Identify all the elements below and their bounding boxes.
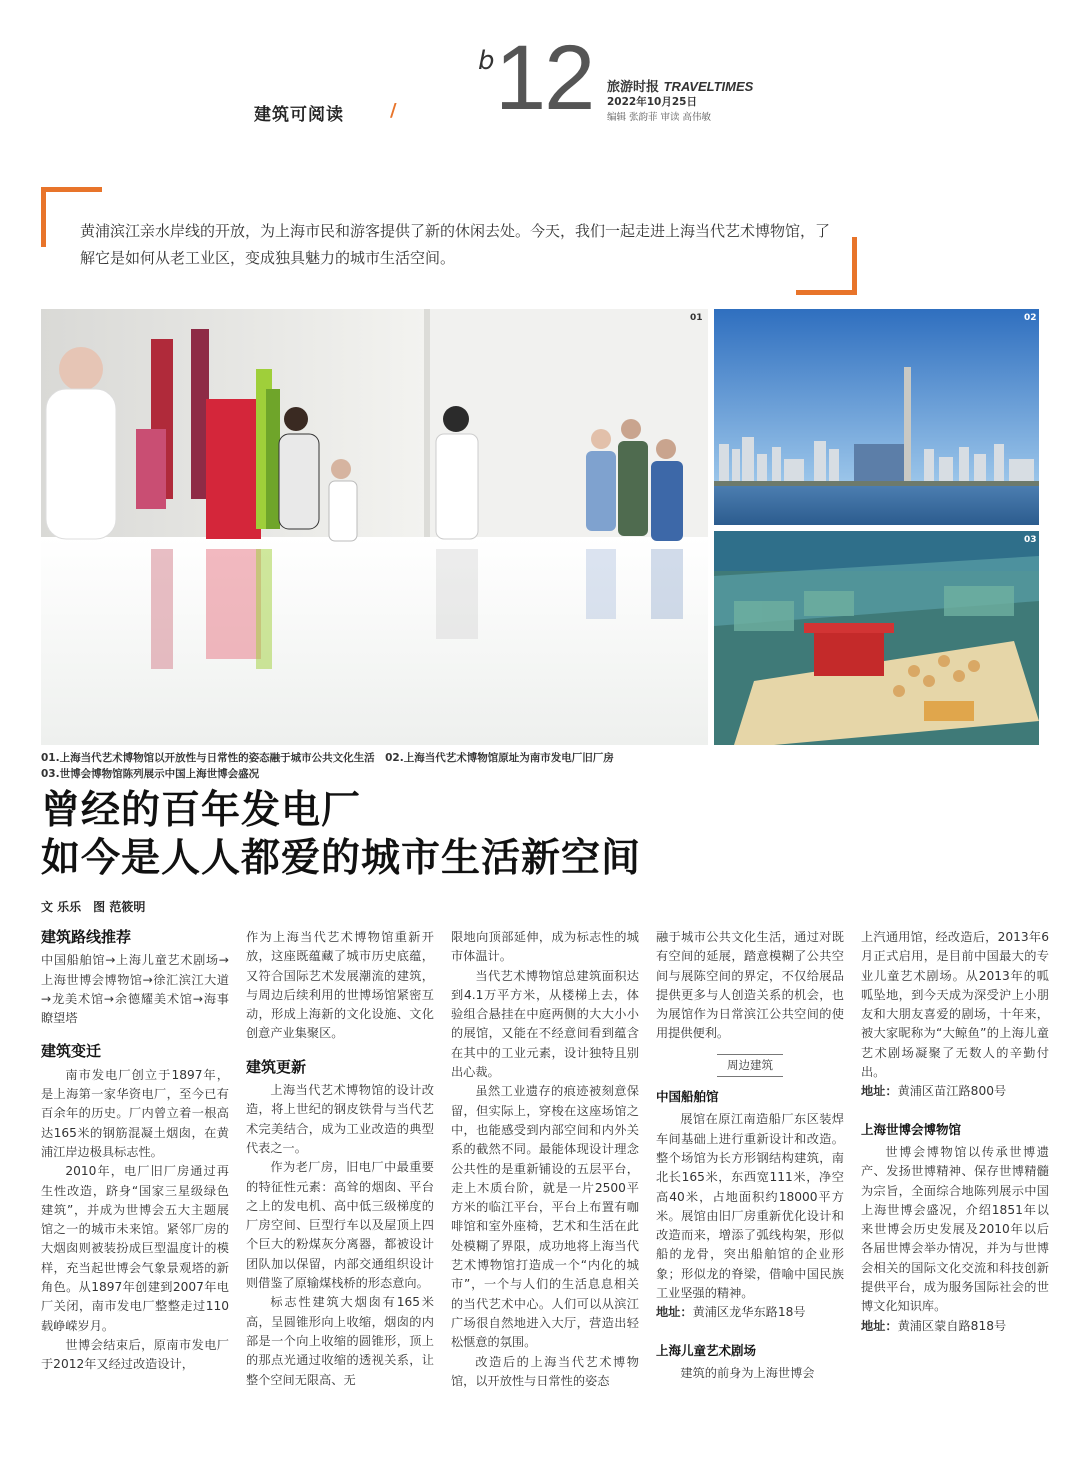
photo-number-02: 02 [1024,313,1037,323]
address-children-theatre: 地址：黄浦区苗江路800号 [861,1084,1007,1099]
page-number: 12 [495,27,594,129]
article-column-1 [41,928,229,1375]
paragraph: 限地向顶部延伸，成为标志性的城市体温计。 [451,930,639,964]
paragraph: 虽然工业遗存的痕迹被刻意保留，但实际上，穿梭在这座场馆之中，也能感受到内部空间和内外关系的截然不同。最能体现设计理念公共性的是重新铺设的五层平台，走上木质台阶，就是一片2500平方米的临江平台，平台上布置有咖啡馆和室外座椅，艺术和生活在此处模糊了界限，成功地将上海当代艺术博物馆打造成一个“内化的城市”，一个与人们的生活息息相关的当代艺术中心。人们可以从滨江广场很自然地进入大厅，营造出轻松惬意的氛围。 [451,1084,639,1350]
paragraph: 作为老厂房，旧电厂中最重要的特征性元素：高耸的烟囱、平台之上的发电机、高中低三级梯度的厂房空间、巨型行车以及屋顶上四个巨大的粉煤灰分离器，都被设计团队加以保留，内部交通组织设计则借鉴了原输煤栈桥的形态意向。 [246,1160,434,1291]
photo-number-01: 01 [690,313,703,323]
section-slash: / [390,100,397,121]
photo-number-03: 03 [1024,535,1037,545]
publication-name-cn: 旅游时报 [607,80,660,95]
route-text: 中国船舶馆→上海儿童艺术剧场→上海世博会博物馆→徐汇滨江大道→龙美术馆→余德耀美术馆→海事瞭望塔 [41,953,229,1026]
intro-paragraph: 黄浦滨江亲水岸线的开放，为上海市民和游客提供了新的休闲去处。今天，我们一起走进上海当代艺术博物馆，了解它是如何从老工业区，变成独具魅力的城市生活空间。 [80,222,831,267]
paragraph: 改造后的上海当代艺术博物馆，以开放性与日常性的姿态 [451,1354,639,1388]
headline-line-1: 曾经的百年发电厂 [41,787,362,833]
nearby-buildings-label: 周边建筑 [656,1054,844,1077]
address-expo-museum: 地址：黄浦区蒙自路818号 [861,1318,1007,1333]
address-ship-pavilion: 地址：黄浦区龙华东路18号 [656,1305,806,1320]
paragraph: 展馆在原江南造船厂东区装焊车间基础上进行重新设计和改造。整个场馆为长方形钢结构建筑，南北长165米，东西宽111米，净空高40米，占地面积约18000平方米。展馆由旧厂房重新优化设计和改造而来，增添了弧线构架，形似船的龙骨，突出船舶馆的企业形象；形似龙的脊梁，借喻中国民族工业坚强的精神。 [656,1112,844,1301]
caption-line-1: 01.上海当代艺术博物馆以开放性与日常性的姿态融于城市公共文化生活 02.上海当代艺术博物馆原址为南市发电厂旧厂房 [41,752,614,764]
caption-line-2: 03.世博会博物馆陈列展示中国上海世博会盛况 [41,768,260,780]
section-label: 建筑可阅读 [254,105,344,125]
publication-name-en: TRAVELTIMES [663,79,754,94]
publication-date: 2022年10月25日 [607,96,697,108]
paragraph: 建筑的前身为上海世博会 [680,1365,815,1380]
heading-history: 建筑变迁 [41,1042,102,1061]
photo-waterfront-skyline [714,309,1039,525]
heading-route: 建筑路线推荐 [41,928,132,946]
article-column-5 [861,928,1049,1336]
heading-children-theatre: 上海儿童艺术剧场 [656,1342,757,1358]
heading-expo-museum: 上海世博会博物馆 [861,1121,962,1137]
article-column-2 [246,928,434,1390]
article-column-3 [451,928,639,1391]
paragraph: 融于城市公共文化生活，通过对既有空间的延展，踏意模糊了公共空间与展陈空间的界定，不仅给展品提供更多与人创造关系的机会，也为展馆作为日常滨江公共空间的使用提供便利。 [656,930,844,1041]
paragraph: 2010年，电厂旧厂房通过再生性改造，跻身“国家三星级绿色建筑”，并成为世博会五大主题展馆之一的城市未来馆。紧邻厂房的大烟囱则被装扮成巨型温度计的模样，充当起世博会气象景观塔的新角色。从1897年创建到2007年电厂关闭，南市发电厂整整走过110载峥嵘岁月。 [41,1164,229,1333]
headline [41,786,1041,882]
page-prefix: b [478,46,495,76]
paragraph: 当代艺术博物馆总建筑面积达到4.1万平方米，从楼梯上去，体验组合悬挂在中庭两侧的大大小小的展馆，又能在不经意间看到蕴含在其中的工业元素，设计独特且别出心裁。 [451,968,639,1080]
paragraph: 世博会结束后，原南市发电厂于2012年又经过改造设计， [41,1337,229,1372]
byline: 文 乐乐 图 范筱明 [41,900,146,914]
paragraph: 标志性建筑大烟囱有165米高，呈圆锥形向上收缩，烟囱的内部是一个向上收缩的圆锥形，顶上的那点光通过收缩的透视关系，让整个空间无限高、无 [246,1295,434,1387]
article-column-4 [656,928,844,1383]
heading-renewal: 建筑更新 [246,1057,307,1076]
paragraph: 世博会博物馆以传承世博遗产、发扬世博精神、保存世博精髓为宗旨，全面综合地陈列展示中国上海世博会盛况，介绍1851年以来世博会历史发展及2010年以后各届世博会举办情况，并为与世博会相关的国际文化交流和科技创新提供平台，成为服务国际社会的世博文化知识库。 [861,1144,1049,1314]
photo-museum-interior [41,309,708,745]
photo-expo-model [714,531,1039,745]
publication-name [607,76,753,95]
paragraph: 上汽通用馆，经改造后，2013年6月正式启用，是目前中国最大的专业儿童艺术剧场。从2013年的呱呱坠地，到今天成为深受沪上小朋友和大朋友喜爱的剧场，十年来，被大家昵称为“大鲸鱼”的上海儿童艺术剧场凝聚了无数人的辛勤付出。 [861,930,1049,1080]
publication-credits: 编辑 张韵菲 审读 高伟敏 [607,112,712,123]
paragraph: 南市发电厂创立于1897年，是上海第一家华资电厂，至今已有百余年的历史。厂内曾立着一根高达165米的钢筋混凝土烟囱，在黄浦江岸边极具标志性。 [41,1067,229,1159]
paragraph: 作为上海当代艺术博物馆重新开放，这座既蕴藏了城市历史底蕴，又符合国际艺术发展潮流的建筑，与周边后续利用的世博场馆紧密互动，形成上海新的文化设施、文化创意产业集聚区。 [246,930,434,1041]
photo-captions [41,750,1041,782]
heading-china-ship-pavilion: 中国船舶馆 [656,1089,719,1105]
paragraph: 上海当代艺术博物馆的设计改造，将上世纪的钢皮铁骨与当代艺术完美结合，成为工业改造的典型代表之一。 [246,1083,434,1155]
headline-line-2: 如今是人人都爱的城市生活新空间 [41,835,642,881]
